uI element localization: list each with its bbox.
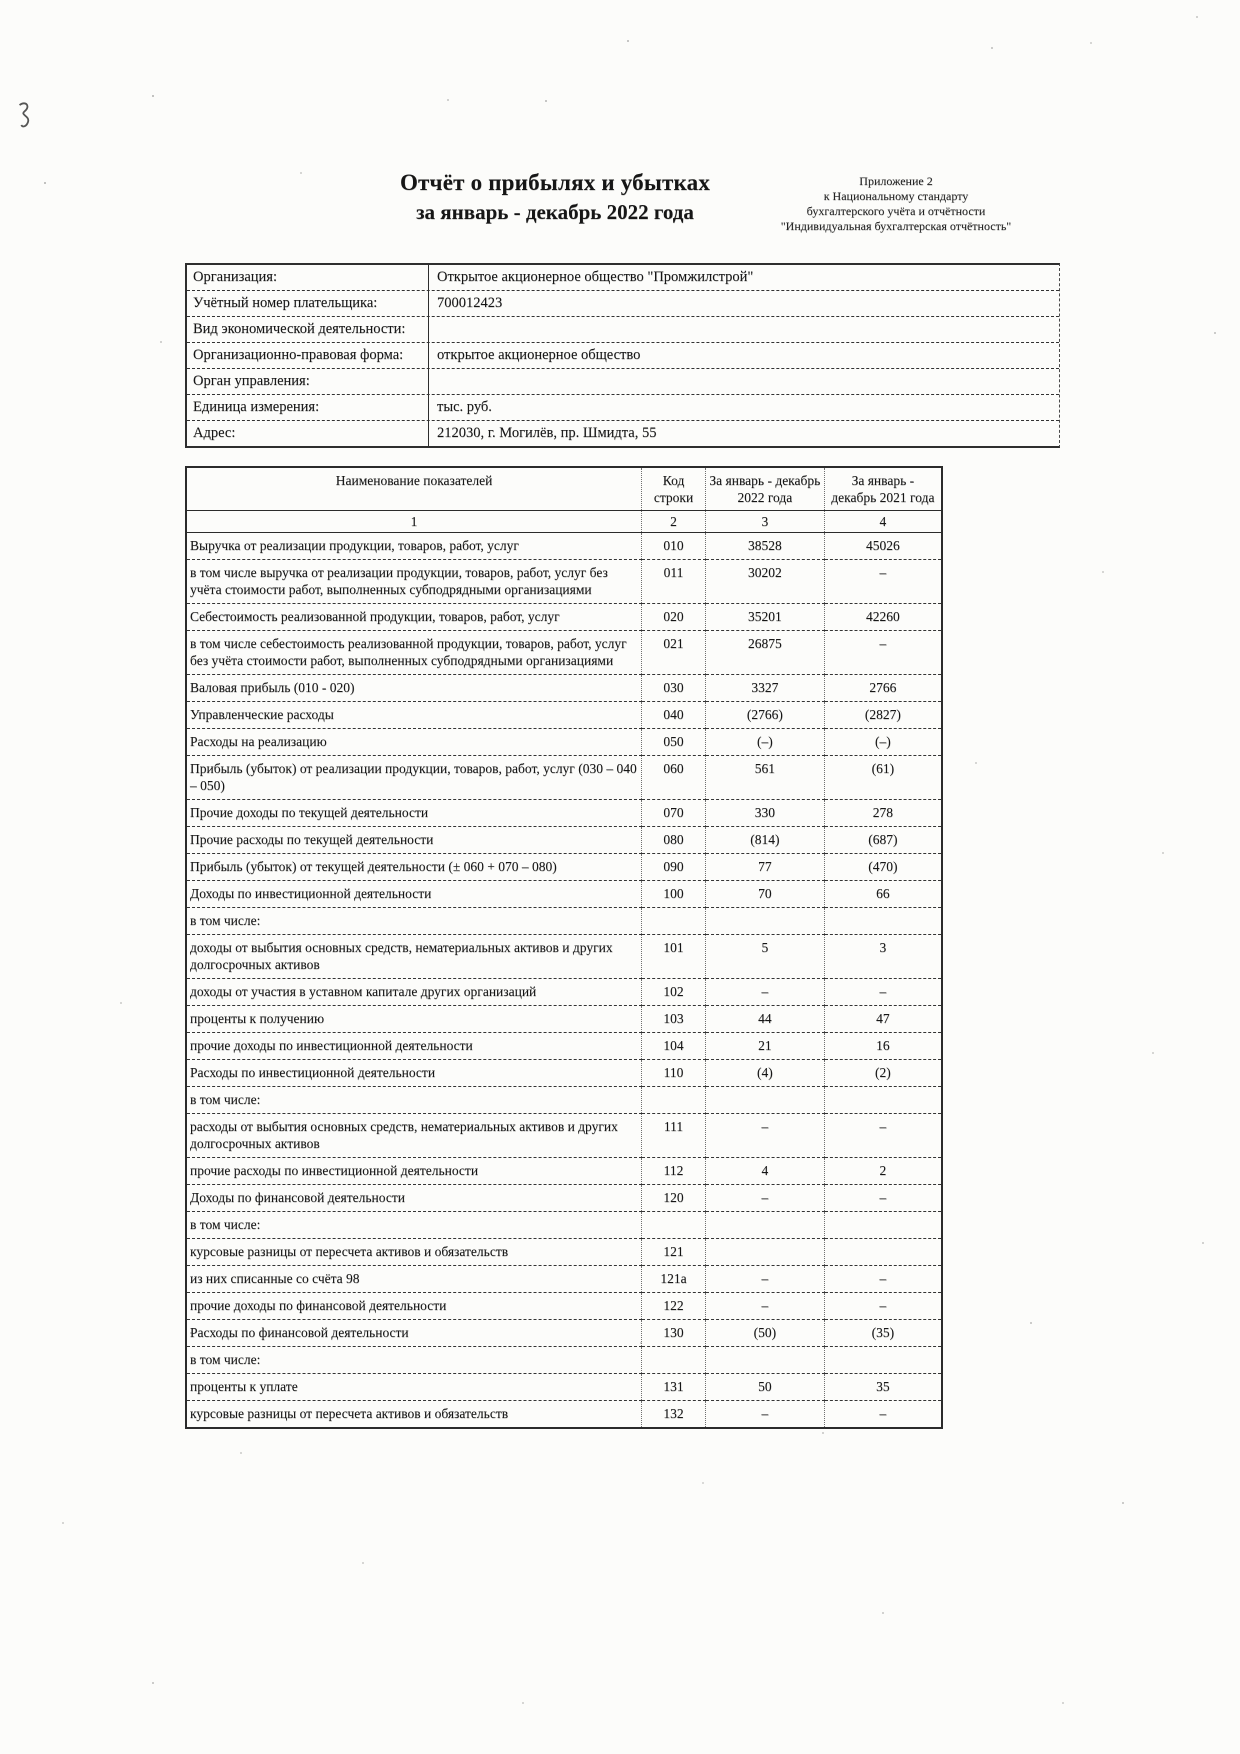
row-value-2021: 2 — [824, 1158, 942, 1185]
info-label: Вид экономической деятельности: — [187, 317, 429, 342]
info-row — [187, 343, 1059, 369]
row-code: 090 — [642, 854, 706, 881]
row-name: Расходы на реализацию — [186, 729, 642, 756]
table-row — [186, 533, 942, 560]
row-value-2022: – — [706, 1401, 825, 1429]
row-name: проценты к уплате — [186, 1374, 642, 1401]
table-row — [186, 1320, 942, 1347]
row-name: Управленческие расходы — [186, 702, 642, 729]
annotation-line: Приложение 2 — [859, 174, 933, 188]
row-code: 111 — [642, 1114, 706, 1158]
row-code: 040 — [642, 702, 706, 729]
row-code — [642, 1212, 706, 1239]
row-code: 021 — [642, 631, 706, 675]
row-value-2022: 70 — [706, 881, 825, 908]
table-row — [186, 1239, 942, 1266]
table-row — [186, 1087, 942, 1114]
row-value-2021 — [824, 1347, 942, 1374]
row-value-2021: 278 — [824, 800, 942, 827]
row-name: Расходы по инвестиционной деятельности — [186, 1060, 642, 1087]
info-label: Организация: — [187, 265, 429, 290]
row-value-2022: (2766) — [706, 702, 825, 729]
row-name: Прочие доходы по текущей деятельности — [186, 800, 642, 827]
row-name: в том числе: — [186, 1087, 642, 1114]
row-name: в том числе себестоимость реализованной продукции, товаров, работ, услуг без учёта стоимости работ, выполненных субподрядными организациями — [186, 631, 642, 675]
row-name: в том числе: — [186, 908, 642, 935]
col-number-2: 2 — [642, 511, 706, 533]
row-code: 121 — [642, 1239, 706, 1266]
row-name: Доходы по финансовой деятельности — [186, 1185, 642, 1212]
row-value-2022: – — [706, 1266, 825, 1293]
table-row — [186, 1185, 942, 1212]
info-value: 700012423 — [437, 295, 503, 311]
document-title-line1: Отчёт о прибылях и убытках — [399, 170, 711, 195]
table-row — [186, 1266, 942, 1293]
row-value-2021 — [824, 1212, 942, 1239]
row-value-2022: (4) — [706, 1060, 825, 1087]
row-code — [642, 908, 706, 935]
document-title — [330, 170, 780, 225]
row-value-2021 — [824, 1087, 942, 1114]
column-number-row — [186, 511, 942, 533]
row-value-2021: (470) — [824, 854, 942, 881]
row-value-2021: (687) — [824, 827, 942, 854]
table-row — [186, 756, 942, 800]
row-code: 130 — [642, 1320, 706, 1347]
row-code: 112 — [642, 1158, 706, 1185]
row-value-2022: 30202 — [706, 560, 825, 604]
row-value-2021: (35) — [824, 1320, 942, 1347]
col-header-code: Код строки — [642, 467, 706, 511]
row-name: в том числе выручка от реализации продукции, товаров, работ, услуг без учёта стоимости работ, выполненных субподрядными организациями — [186, 560, 642, 604]
table-row — [186, 1212, 942, 1239]
row-value-2022: 77 — [706, 854, 825, 881]
table-row — [186, 908, 942, 935]
table-header-row — [186, 467, 942, 511]
row-name: Расходы по финансовой деятельности — [186, 1320, 642, 1347]
row-name: доходы от участия в уставном капитале других организаций — [186, 979, 642, 1006]
table-row — [186, 702, 942, 729]
row-value-2022: 35201 — [706, 604, 825, 631]
col-number-4: 4 — [824, 511, 942, 533]
profit-loss-table — [185, 466, 943, 1429]
row-value-2022 — [706, 1239, 825, 1266]
info-value: Открытое акционерное общество "Промжилстрой" — [437, 269, 754, 285]
table-row — [186, 979, 942, 1006]
row-name: Прибыль (убыток) от текущей деятельности (± 060 + 070 – 080) — [186, 854, 642, 881]
row-code: 060 — [642, 756, 706, 800]
table-row — [186, 1060, 942, 1087]
col-number-3: 3 — [706, 511, 825, 533]
row-value-2021: – — [824, 1293, 942, 1320]
row-value-2021: 47 — [824, 1006, 942, 1033]
row-code: 102 — [642, 979, 706, 1006]
row-value-2021: – — [824, 1114, 942, 1158]
row-value-2021: (–) — [824, 729, 942, 756]
row-value-2021: 42260 — [824, 604, 942, 631]
row-code: 101 — [642, 935, 706, 979]
row-name: Выручка от реализации продукции, товаров, работ, услуг — [190, 538, 519, 553]
col-header-2022: За январь - декабрь 2022 года — [706, 467, 825, 511]
row-value-2021 — [824, 908, 942, 935]
row-value-2022: 21 — [706, 1033, 825, 1060]
row-code: 110 — [642, 1060, 706, 1087]
table-row — [186, 675, 942, 702]
info-label: Учётный номер плательщика: — [187, 291, 429, 316]
row-value-2022: 4 — [706, 1158, 825, 1185]
row-code: 011 — [642, 560, 706, 604]
row-name: в том числе: — [186, 1212, 642, 1239]
row-name: в том числе: — [186, 1347, 642, 1374]
row-value-2022: 26875 — [706, 631, 825, 675]
row-value-2021: – — [824, 1266, 942, 1293]
info-row — [187, 317, 1059, 343]
info-value — [429, 329, 1059, 331]
row-code: 030 — [642, 675, 706, 702]
table-row — [186, 881, 942, 908]
row-name: курсовые разницы от пересчета активов и обязательств — [186, 1239, 642, 1266]
row-name: прочие расходы по инвестиционной деятельности — [186, 1158, 642, 1185]
info-value: 212030, г. Могилёв, пр. Шмидта, 55 — [437, 425, 657, 441]
regulation-annotation — [722, 174, 1070, 234]
row-value-2022: 330 — [706, 800, 825, 827]
table-row — [186, 729, 942, 756]
row-value-2022 — [706, 1212, 825, 1239]
row-name: проценты к получению — [186, 1006, 642, 1033]
row-value-2022: – — [706, 1185, 825, 1212]
row-value-2022: 44 — [706, 1006, 825, 1033]
row-value-2022 — [706, 908, 825, 935]
row-value-2021: 16 — [824, 1033, 942, 1060]
row-value-2022: 38528 — [706, 533, 825, 560]
row-value-2022: 50 — [706, 1374, 825, 1401]
row-name: Доходы по инвестиционной деятельности — [186, 881, 642, 908]
row-value-2021: – — [824, 1401, 942, 1429]
row-name: Валовая прибыль (010 - 020) — [186, 675, 642, 702]
row-value-2021: 3 — [824, 935, 942, 979]
info-label: Адрес: — [187, 421, 429, 446]
col-header-2021: За январь - декабрь 2021 года — [824, 467, 942, 511]
row-value-2022 — [706, 1347, 825, 1374]
info-row — [187, 369, 1059, 395]
table-row — [186, 1293, 942, 1320]
row-code: 103 — [642, 1006, 706, 1033]
row-code: 080 — [642, 827, 706, 854]
table-row — [186, 800, 942, 827]
document-title-line2: за январь - декабрь 2022 года — [416, 200, 694, 224]
annotation-line: бухгалтерского учёта и отчётности — [806, 204, 986, 218]
annotation-line: "Индивидуальная бухгалтерская отчётность" — [780, 219, 1012, 233]
table-row — [186, 1401, 942, 1429]
row-value-2021: – — [824, 631, 942, 675]
table-row — [186, 935, 942, 979]
info-row — [187, 421, 1059, 446]
row-name: из них списанные со счёта 98 — [186, 1266, 642, 1293]
info-label: Организационно-правовая форма: — [187, 343, 429, 368]
table-row — [186, 1158, 942, 1185]
row-name: прочие доходы по финансовой деятельности — [186, 1293, 642, 1320]
row-value-2022: (814) — [706, 827, 825, 854]
table-row — [186, 604, 942, 631]
annotation-line: к Национальному стандарту — [823, 189, 969, 203]
row-code: 122 — [642, 1293, 706, 1320]
row-name: прочие доходы по инвестиционной деятельности — [186, 1033, 642, 1060]
table-row — [186, 1006, 942, 1033]
row-value-2021: 66 — [824, 881, 942, 908]
info-row — [187, 291, 1059, 317]
row-value-2021 — [824, 1239, 942, 1266]
row-name: курсовые разницы от пересчета активов и обязательств — [186, 1401, 642, 1429]
row-value-2022: – — [706, 979, 825, 1006]
row-name: Прочие расходы по текущей деятельности — [186, 827, 642, 854]
table-row — [186, 1347, 942, 1374]
row-value-2021: 35 — [824, 1374, 942, 1401]
info-value — [429, 381, 1059, 383]
table-row — [186, 1374, 942, 1401]
row-name: расходы от выбытия основных средств, нематериальных активов и других долгосрочных активов — [186, 1114, 642, 1158]
row-value-2022: – — [706, 1293, 825, 1320]
row-value-2022: (–) — [706, 729, 825, 756]
table-row — [186, 1114, 942, 1158]
row-code: 070 — [642, 800, 706, 827]
row-value-2021: (2) — [824, 1060, 942, 1087]
row-value-2022: 3327 — [706, 675, 825, 702]
table-row — [186, 854, 942, 881]
info-value: открытое акционерное общество — [437, 347, 641, 363]
row-code: 050 — [642, 729, 706, 756]
row-value-2021: 2766 — [824, 675, 942, 702]
row-name: Себестоимость реализованной продукции, товаров, работ, услуг — [186, 604, 642, 631]
row-value-2022: 561 — [706, 756, 825, 800]
table-row — [186, 631, 942, 675]
row-code: 020 — [642, 604, 706, 631]
organization-info-table — [185, 263, 1060, 448]
row-value-2021: – — [824, 979, 942, 1006]
table-row — [186, 1033, 942, 1060]
scan-noise-specks — [0, 0, 2, 2]
info-value: тыс. руб. — [437, 399, 492, 415]
info-row — [187, 265, 1059, 291]
row-value-2021: – — [824, 1185, 942, 1212]
row-code: 120 — [642, 1185, 706, 1212]
row-code: 100 — [642, 881, 706, 908]
row-value-2022: – — [706, 1114, 825, 1158]
row-value-2021: 45026 — [824, 533, 942, 560]
col-number-1: 1 — [186, 511, 642, 533]
row-value-2021: (61) — [824, 756, 942, 800]
row-code: 132 — [642, 1401, 706, 1429]
info-label: Единица измерения: — [187, 395, 429, 420]
row-value-2022: 5 — [706, 935, 825, 979]
row-value-2021: – — [824, 560, 942, 604]
row-code: 131 — [642, 1374, 706, 1401]
table-row — [186, 827, 942, 854]
row-name: доходы от выбытия основных средств, нематериальных активов и других долгосрочных активов — [186, 935, 642, 979]
info-row — [187, 395, 1059, 421]
row-code: 010 — [642, 533, 706, 560]
table-row — [186, 560, 942, 604]
row-value-2022: (50) — [706, 1320, 825, 1347]
row-code: 121а — [642, 1266, 706, 1293]
row-value-2021: (2827) — [824, 702, 942, 729]
row-code: 104 — [642, 1033, 706, 1060]
row-name: Прибыль (убыток) от реализации продукции, товаров, работ, услуг (030 – 040 – 050) — [186, 756, 642, 800]
row-value-2022 — [706, 1087, 825, 1114]
row-code — [642, 1347, 706, 1374]
row-code — [642, 1087, 706, 1114]
scan-scribble-mark — [15, 99, 41, 132]
info-label: Орган управления: — [187, 369, 429, 394]
col-header-name: Наименование показателей — [186, 467, 642, 511]
